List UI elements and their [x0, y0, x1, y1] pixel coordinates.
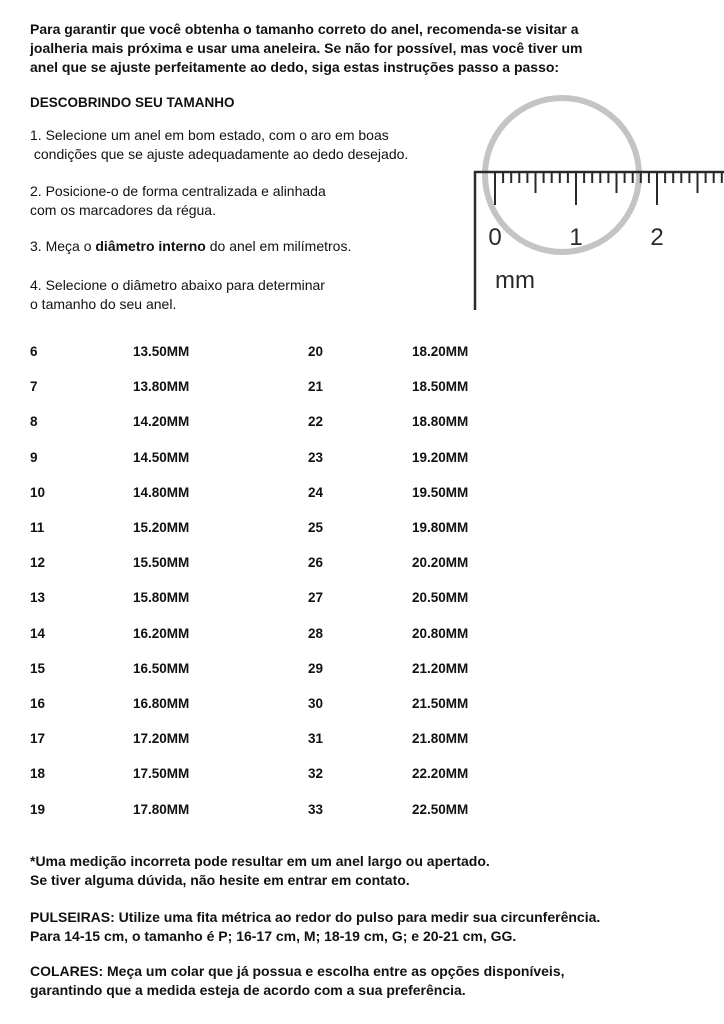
size-row: [30, 686, 532, 721]
ring-ruler-illustration: [470, 85, 724, 315]
note-text: Se tiver alguma dúvida, não hesite em entrar em contato.: [30, 872, 410, 888]
size-number: 12: [30, 555, 46, 571]
step-1: [30, 126, 460, 164]
size-diameter: 15.50MM: [133, 555, 190, 571]
step-text: do anel em milímetros.: [205, 238, 352, 254]
size-row: [30, 510, 532, 545]
size-diameter: 20.50MM: [412, 590, 469, 606]
size-diameter: 13.50MM: [133, 344, 190, 360]
size-number: 29: [308, 660, 324, 676]
size-diameter: 16.80MM: [133, 695, 190, 711]
size-row: [30, 440, 532, 475]
step-text: 1. Selecione um anel em bom estado, com o aro em boas: [30, 127, 389, 143]
step-3: [30, 237, 460, 256]
size-diameter: 22.20MM: [412, 766, 469, 782]
note-text: garantindo que a medida esteja de acordo com a sua preferência.: [30, 982, 466, 998]
step-text: condições que se ajuste adequadamente ao dedo desejado.: [33, 146, 409, 162]
intro-line: joalheria mais próxima e usar uma aneleira. Se não for possível, mas você tiver um: [30, 40, 583, 56]
size-number: 32: [308, 766, 324, 782]
step-text: com os marcadores da régua.: [30, 202, 216, 218]
step-text: 3. Meça o: [30, 238, 96, 254]
size-number: 15: [30, 660, 46, 676]
intro-line: anel que se ajuste perfeitamente ao dedo, siga estas instruções passo a passo:: [30, 59, 560, 75]
size-number: 6: [30, 344, 38, 360]
step-2: [30, 182, 460, 220]
size-number: 25: [308, 520, 324, 536]
step-text: o tamanho do seu anel.: [30, 296, 177, 312]
size-number: 10: [30, 484, 46, 500]
size-diameter: 18.50MM: [412, 379, 469, 395]
size-number: 26: [308, 555, 324, 571]
size-row: [30, 580, 532, 615]
size-diameter: 14.20MM: [133, 414, 190, 430]
note-text: *Uma medição incorreta pode resultar em um anel largo ou apertado.: [30, 853, 490, 869]
ruler-label-1: 1: [569, 224, 583, 251]
size-diameter: 22.50MM: [412, 801, 469, 817]
step-text: 4. Selecione o diâmetro abaixo para determinar: [30, 277, 325, 293]
size-number: 33: [308, 801, 324, 817]
size-diameter: 15.80MM: [133, 590, 190, 606]
size-diameter: 18.80MM: [412, 414, 469, 430]
size-diameter: 20.20MM: [412, 555, 469, 571]
size-diameter: 17.50MM: [133, 766, 190, 782]
size-diameter: 19.50MM: [412, 484, 469, 500]
size-diameter: 16.50MM: [133, 660, 190, 676]
size-diameter: 21.80MM: [412, 731, 469, 747]
ring-size-table: [30, 334, 532, 827]
note-text: Para 14-15 cm, o tamanho é P; 16-17 cm, M; 18-19 cm, G; e 20-21 cm, GG.: [30, 928, 517, 944]
size-diameter: 17.20MM: [133, 731, 190, 747]
note-text: COLARES: Meça um colar que já possua e escolha entre as opções disponíveis,: [30, 963, 565, 979]
size-diameter: 16.20MM: [133, 625, 190, 641]
size-number: 20: [308, 344, 324, 360]
size-number: 31: [308, 731, 324, 747]
step-emphasis: diâmetro interno: [95, 238, 206, 254]
section-title: DESCOBRINDO SEU TAMANHO: [30, 95, 235, 110]
ruler-label-2: 2: [650, 224, 664, 251]
size-number: 16: [30, 695, 46, 711]
size-diameter: 21.50MM: [412, 695, 469, 711]
size-number: 18: [30, 766, 46, 782]
size-number: 28: [308, 625, 324, 641]
size-diameter: 15.20MM: [133, 520, 190, 536]
size-number: 30: [308, 695, 324, 711]
size-diameter: 20.80MM: [412, 625, 469, 641]
ruler-unit-label: mm: [495, 267, 535, 294]
size-number: 17: [30, 731, 46, 747]
intro-paragraph: [30, 20, 700, 77]
size-diameter: 14.50MM: [133, 449, 190, 465]
size-diameter: 13.80MM: [133, 379, 190, 395]
size-number: 22: [308, 414, 324, 430]
size-row: [30, 651, 532, 686]
measurement-warning: [30, 852, 710, 890]
size-diameter: 18.20MM: [412, 344, 469, 360]
size-number: 11: [30, 520, 45, 536]
size-diameter: 17.80MM: [133, 801, 190, 817]
ruler-label-0: 0: [488, 224, 502, 251]
size-row: [30, 475, 532, 510]
size-row: [30, 404, 532, 439]
size-row: [30, 616, 532, 651]
size-diameter: 21.20MM: [412, 660, 469, 676]
size-row: [30, 721, 532, 756]
ruler-ticks: [495, 173, 722, 205]
size-number: 27: [308, 590, 324, 606]
size-row: [30, 545, 532, 580]
intro-line: Para garantir que você obtenha o tamanho correto do anel, recomenda-se visitar a: [30, 21, 579, 37]
size-number: 13: [30, 590, 46, 606]
size-diameter: 19.20MM: [412, 449, 469, 465]
size-row: [30, 369, 532, 404]
size-diameter: 19.80MM: [412, 520, 469, 536]
size-number: 7: [30, 379, 38, 395]
size-diameter: 14.80MM: [133, 484, 190, 500]
step-text: 2. Posicione-o de forma centralizada e alinhada: [30, 183, 326, 199]
size-row: [30, 791, 532, 826]
size-number: 21: [308, 379, 324, 395]
size-number: 9: [30, 449, 38, 465]
necklace-note: [30, 962, 710, 1000]
size-number: 8: [30, 414, 38, 430]
size-number: 14: [30, 625, 46, 641]
note-text: PULSEIRAS: Utilize uma fita métrica ao redor do pulso para medir sua circunferência.: [30, 909, 601, 925]
size-number: 19: [30, 801, 46, 817]
bracelet-note: [30, 908, 710, 946]
size-number: 24: [308, 484, 324, 500]
size-row: [30, 334, 532, 369]
size-row: [30, 756, 532, 791]
size-number: 23: [308, 449, 324, 465]
step-4: [30, 276, 460, 314]
